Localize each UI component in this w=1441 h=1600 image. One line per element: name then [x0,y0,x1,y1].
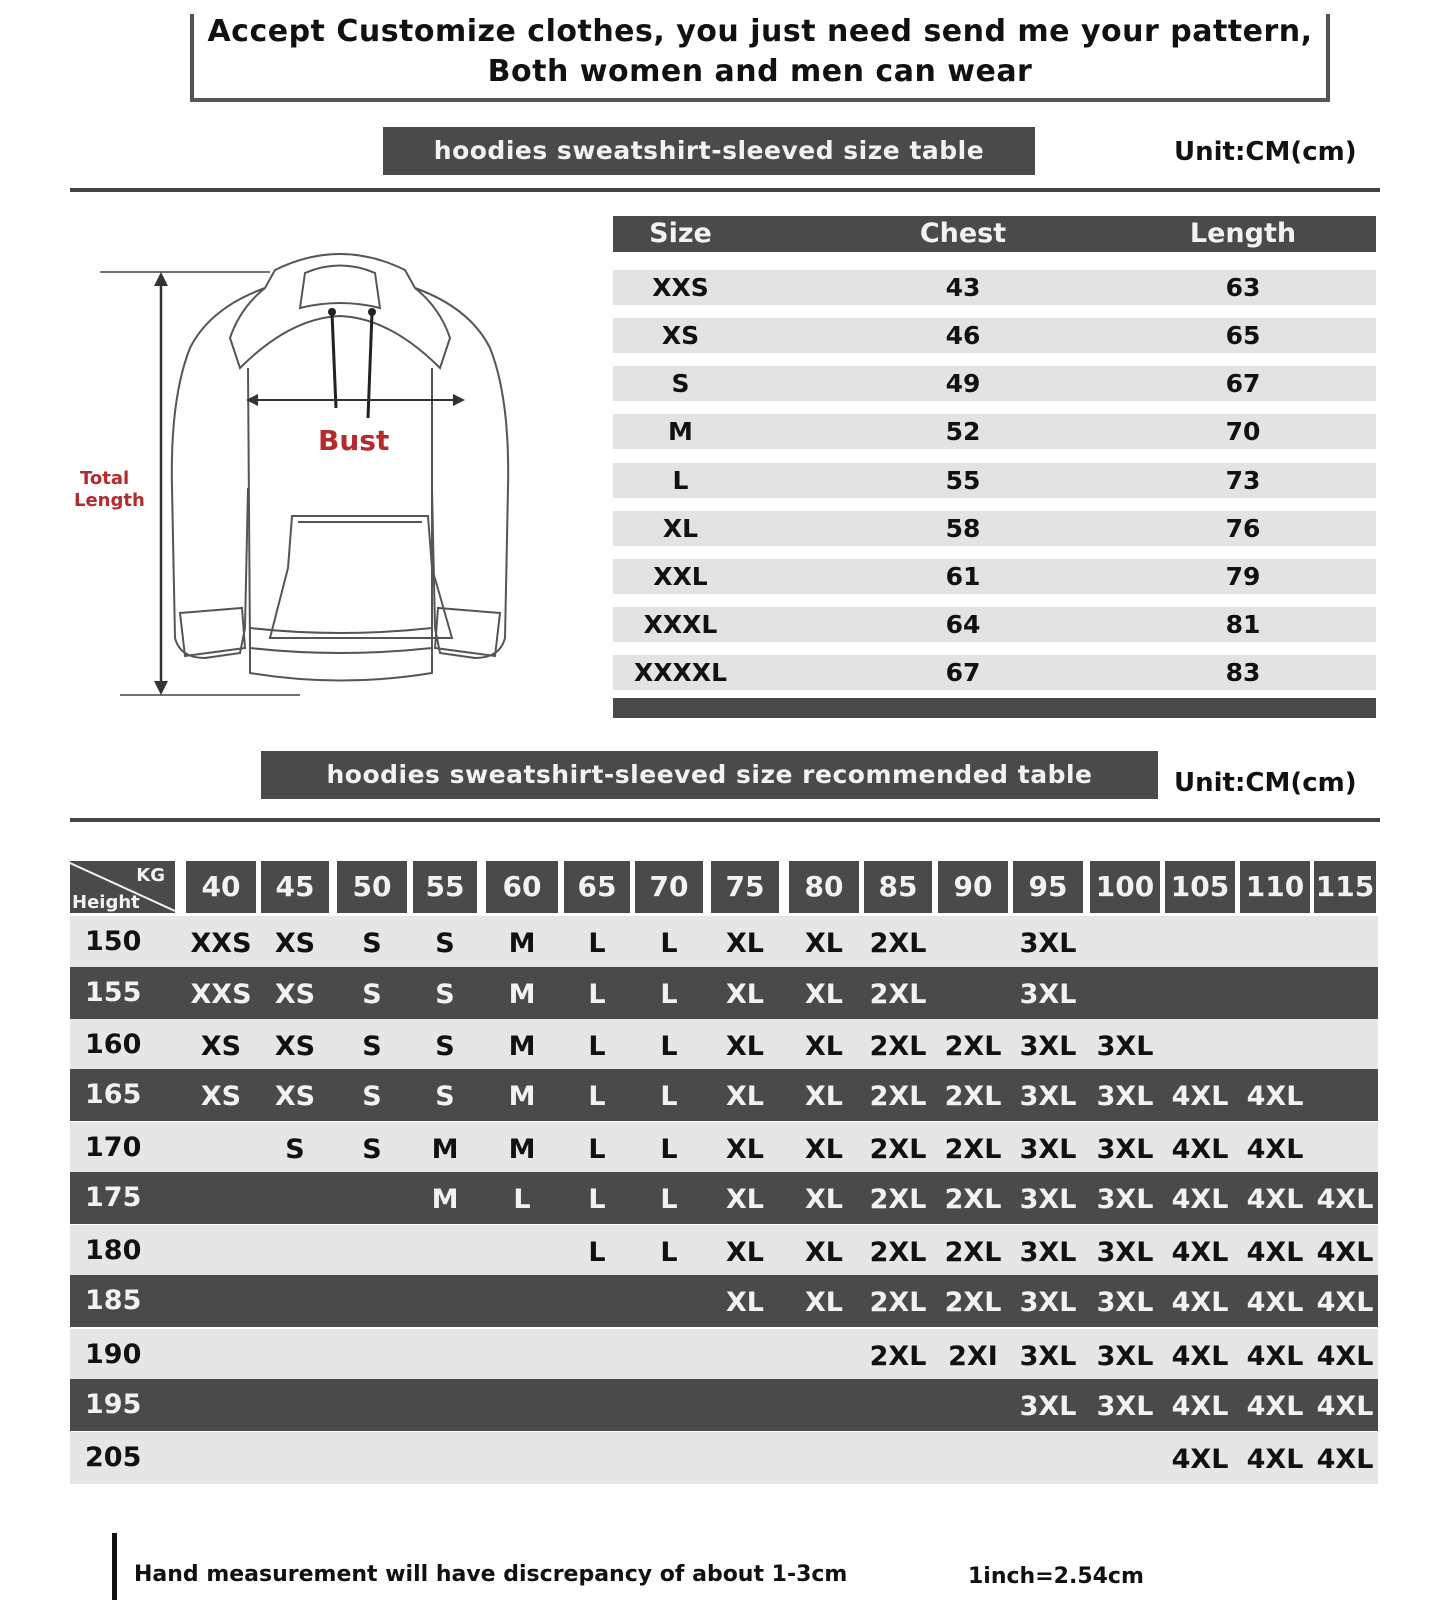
size-table-header [613,216,1376,252]
size-recommendation-cell: L [588,928,606,959]
size-recommendation-cell: XL [725,1134,765,1165]
size-recommendation-cell: 3XL [1019,1287,1077,1318]
size-table-row [613,655,1376,690]
size-table-row [613,511,1376,546]
size-recommendation-cell: 2XL [944,1134,1002,1165]
size-table-banner: hoodies sweatshirt-sleeved size table [383,127,1035,175]
weight-header-cell: 55 [413,861,477,913]
size-recommendation-cell: 4XL [1246,1287,1304,1318]
size-cell: L [672,466,689,495]
length-cell: 65 [1225,321,1261,350]
size-cell: XXXL [643,610,718,639]
size-recommendation-cell: 4XL [1316,1237,1374,1268]
size-recommendation-cell: 2XL [944,1031,1002,1062]
size-recommendation-cell: 4XL [1246,1237,1304,1268]
size-recommendation-cell: 4XL [1171,1184,1229,1215]
size-table-row [613,366,1376,401]
hoodie-outline-icon [60,228,580,708]
size-recommendation-cell: XS [274,928,316,959]
size-recommendation-cell: M [508,1134,536,1165]
size-recommendation-cell: L [660,928,678,959]
size-recommendation-cell: XL [725,1031,765,1062]
weight-header-cell: 80 [789,861,859,913]
size-recommendation-cell: 3XL [1096,1237,1154,1268]
size-recommendation-cell: XS [274,1031,316,1062]
size-recommendation-cell: XL [804,1184,844,1215]
size-recommendation-cell: 3XL [1019,1081,1077,1112]
size-recommendation-cell: 4XL [1171,1081,1229,1112]
size-recommendation-cell: 2XL [869,1287,927,1318]
size-recommendation-cell: 4XL [1316,1184,1374,1215]
rec-table-row [70,1122,1378,1174]
size-recommendation-cell: 3XL [1019,1237,1077,1268]
size-cell: XXXXL [633,658,728,687]
chest-cell: 67 [945,658,981,687]
size-recommendation-cell: 2XL [869,1031,927,1062]
size-recommendation-cell: XXS [190,979,252,1010]
size-recommendation-cell: L [660,1134,678,1165]
rec-table-row [70,916,1378,968]
size-recommendation-cell: S [435,979,455,1010]
size-recommendation-cell: 4XL [1316,1444,1374,1475]
size-recommendation-cell: 4XL [1171,1341,1229,1372]
weight-header-cell: 60 [486,861,558,913]
rec-table-row [70,1225,1378,1277]
size-recommendation-cell: XS [274,1081,316,1112]
size-recommendation-cell: 3XL [1096,1341,1154,1372]
size-recommendation-cell: 3XL [1096,1081,1154,1112]
size-recommendation-cell: 3XL [1019,979,1077,1010]
corner-height-label: Height [72,892,140,913]
size-recommendation-cell: 3XL [1096,1031,1154,1062]
rec-section-rule [70,818,1380,822]
size-recommendation-cell: 2XI [948,1341,998,1372]
length-cell: 81 [1225,610,1261,639]
chest-cell: 46 [945,321,981,350]
size-recommendation-cell: XS [200,1081,242,1112]
size-recommendation-cell: 4XL [1171,1391,1229,1422]
size-recommendation-cell: S [362,979,382,1010]
size-recommendation-cell: M [508,1031,536,1062]
size-recommendation-cell: L [513,1184,531,1215]
size-recommendation-cell: S [362,1081,382,1112]
size-recommendation-cell: XXS [190,928,252,959]
size-recommendation-cell: 4XL [1171,1134,1229,1165]
chest-cell: 55 [945,466,981,495]
size-recommendation-cell: 2XL [869,928,927,959]
height-cell: 150 [85,926,142,957]
weight-header-cell: 110 [1240,861,1310,913]
size-table-row [613,463,1376,498]
rec-table-row [70,1172,1378,1224]
size-recommendation-cell: L [660,1081,678,1112]
size-recommendation-cell: L [588,1081,606,1112]
rec-table-row [70,1329,1378,1381]
size-section-rule [70,188,1380,192]
length-cell: 83 [1225,658,1261,687]
size-recommendation-cell: 3XL [1096,1134,1154,1165]
chest-cell: 43 [945,273,981,302]
size-recommendation-cell: 4XL [1246,1391,1304,1422]
size-table-row [613,607,1376,642]
size-cell: S [671,369,690,398]
size-recommendation-cell: L [660,1184,678,1215]
size-recommendation-cell: 4XL [1171,1287,1229,1318]
size-recommendation-cell: L [660,979,678,1010]
size-recommendation-cell: 2XL [869,1081,927,1112]
length-cell: 70 [1225,417,1261,446]
size-table-footer-bar [613,698,1376,718]
weight-header-cell: 100 [1090,861,1160,913]
size-table-row [613,270,1376,305]
size-recommendation-cell: 3XL [1019,1134,1077,1165]
weight-header-cell: 70 [635,861,703,913]
header-box [190,14,1330,102]
size-cell: XXS [652,273,709,302]
length-cell: 76 [1225,514,1261,543]
size-recommendation-cell: M [508,1081,536,1112]
length-cell: 73 [1225,466,1261,495]
corner-kg-label: KG [136,865,165,886]
header-line-1: Accept Customize clothes, you just need send me your pattern, [207,14,1313,49]
size-recommendation-cell: 2XL [869,1134,927,1165]
weight-header-cell: 90 [938,861,1008,913]
footer-conversion: 1inch=2.54cm [968,1564,1144,1589]
height-cell: 185 [85,1285,142,1316]
height-cell: 205 [85,1442,142,1473]
size-recommendation-cell: M [431,1184,459,1215]
length-cell: 67 [1225,369,1261,398]
size-recommendation-cell: XL [804,1031,844,1062]
rec-table-row [70,1019,1378,1071]
footer-accent-bar [112,1533,117,1600]
chest-cell: 49 [945,369,981,398]
size-recommendation-cell: 3XL [1096,1391,1154,1422]
rec-table-row [70,967,1378,1019]
size-recommendation-cell: 4XL [1316,1391,1374,1422]
size-recommendation-cell: 3XL [1019,1341,1077,1372]
header-line-2: Both women and men can wear [487,54,1033,89]
size-recommendation-cell: 4XL [1246,1081,1304,1112]
chest-col-header: Chest [919,218,1007,249]
size-recommendation-cell: XL [725,928,765,959]
size-col-header: Size [649,218,712,249]
size-recommendation-cell: XL [725,1081,765,1112]
size-recommendation-cell: L [660,1031,678,1062]
size-recommendation-cell: 3XL [1019,1184,1077,1215]
weight-header-cell: 65 [564,861,630,913]
size-recommendation-cell: XL [804,1237,844,1268]
size-recommendation-cell: 3XL [1019,1391,1077,1422]
size-recommendation-cell: XL [725,1287,765,1318]
size-recommendation-cell: L [588,979,606,1010]
size-recommendation-cell: 4XL [1316,1341,1374,1372]
size-recommendation-cell: 2XL [944,1184,1002,1215]
weight-header-cell: 40 [186,861,256,913]
size-recommendation-cell: 4XL [1171,1237,1229,1268]
footer-note: Hand measurement will have discrepancy of about 1-3cm [134,1562,848,1587]
size-recommendation-cell: S [362,1031,382,1062]
length-cell: 79 [1225,562,1261,591]
bust-label: Bust [318,424,390,457]
size-recommendation-cell: 2XL [944,1081,1002,1112]
size-recommendation-cell: S [435,1081,455,1112]
size-table-row [613,414,1376,449]
size-cell: XXL [653,562,708,591]
rec-table-row [70,1432,1378,1484]
size-recommendation-cell: 3XL [1019,1031,1077,1062]
size-cell: M [668,417,693,446]
size-recommendation-cell: XL [804,1081,844,1112]
rec-table-row [70,1069,1378,1121]
size-recommendation-cell: S [435,1031,455,1062]
size-recommendation-cell: XL [725,1237,765,1268]
size-recommendation-cell: 2XL [944,1287,1002,1318]
rec-table-unit: Unit:CM(cm) [1174,768,1357,798]
size-recommendation-cell: XL [804,1287,844,1318]
size-recommendation-cell: 3XL [1096,1184,1154,1215]
height-cell: 175 [85,1182,142,1213]
height-cell: 195 [85,1389,142,1420]
size-recommendation-cell: XS [200,1031,242,1062]
size-recommendation-cell: XS [274,979,316,1010]
size-recommendation-cell: 3XL [1019,928,1077,959]
size-recommendation-cell: 2XL [869,979,927,1010]
size-recommendation-cell: M [431,1134,459,1165]
total-label-line1: Total [80,468,130,489]
weight-header-cell: 45 [261,861,329,913]
size-recommendation-cell: S [362,1134,382,1165]
total-label-line2: Length [74,490,145,511]
height-cell: 155 [85,977,142,1008]
size-recommendation-cell: XL [804,979,844,1010]
length-cell: 63 [1225,273,1261,302]
size-table-row [613,559,1376,594]
size-recommendation-cell: XL [804,1134,844,1165]
size-recommendation-cell: 4XL [1316,1287,1374,1318]
weight-header-cell: 105 [1165,861,1235,913]
size-recommendation-cell: S [362,928,382,959]
rec-table-banner: hoodies sweatshirt-sleeved size recommended table [261,751,1158,799]
size-recommendation-cell: L [588,1184,606,1215]
size-recommendation-cell: 2XL [869,1237,927,1268]
size-recommendation-cell: 3XL [1096,1287,1154,1318]
rec-table-row [70,1379,1378,1431]
height-cell: 165 [85,1079,142,1110]
chest-cell: 52 [945,417,981,446]
weight-header-cell: 85 [864,861,932,913]
chest-cell: 61 [945,562,981,591]
size-recommendation-cell: 2XL [869,1184,927,1215]
size-recommendation-cell: 4XL [1246,1444,1304,1475]
size-table-row [613,318,1376,353]
size-recommendation-cell: XL [804,928,844,959]
size-recommendation-cell: 4XL [1246,1184,1304,1215]
size-table-unit: Unit:CM(cm) [1174,137,1357,167]
size-recommendation-cell: L [588,1134,606,1165]
size-recommendation-cell: XL [725,1184,765,1215]
size-recommendation-cell: 4XL [1171,1444,1229,1475]
height-cell: 180 [85,1235,142,1266]
rec-table-corner [70,861,175,913]
size-recommendation-cell: 2XL [944,1237,1002,1268]
size-cell: XS [661,321,700,350]
size-recommendation-cell: L [660,1237,678,1268]
height-cell: 190 [85,1339,142,1370]
chest-cell: 58 [945,514,981,543]
weight-header-cell: 75 [711,861,779,913]
size-recommendation-cell: 4XL [1246,1341,1304,1372]
size-recommendation-cell: M [508,979,536,1010]
weight-header-cell: 95 [1013,861,1083,913]
chest-cell: 64 [945,610,981,639]
size-recommendation-cell: 4XL [1246,1134,1304,1165]
hoodie-diagram [60,228,580,708]
size-cell: XL [662,514,699,543]
weight-header-cell: 115 [1314,861,1376,913]
size-recommendation-cell: S [435,928,455,959]
size-recommendation-cell: 2XL [869,1341,927,1372]
size-recommendation-cell: L [588,1031,606,1062]
height-cell: 160 [85,1029,142,1060]
length-col-header: Length [1189,218,1297,249]
size-recommendation-cell: L [588,1237,606,1268]
height-cell: 170 [85,1132,142,1163]
rec-table-row [70,1275,1378,1327]
weight-header-cell: 50 [337,861,407,913]
size-recommendation-cell: M [508,928,536,959]
size-recommendation-cell: S [285,1134,305,1165]
size-recommendation-cell: XL [725,979,765,1010]
